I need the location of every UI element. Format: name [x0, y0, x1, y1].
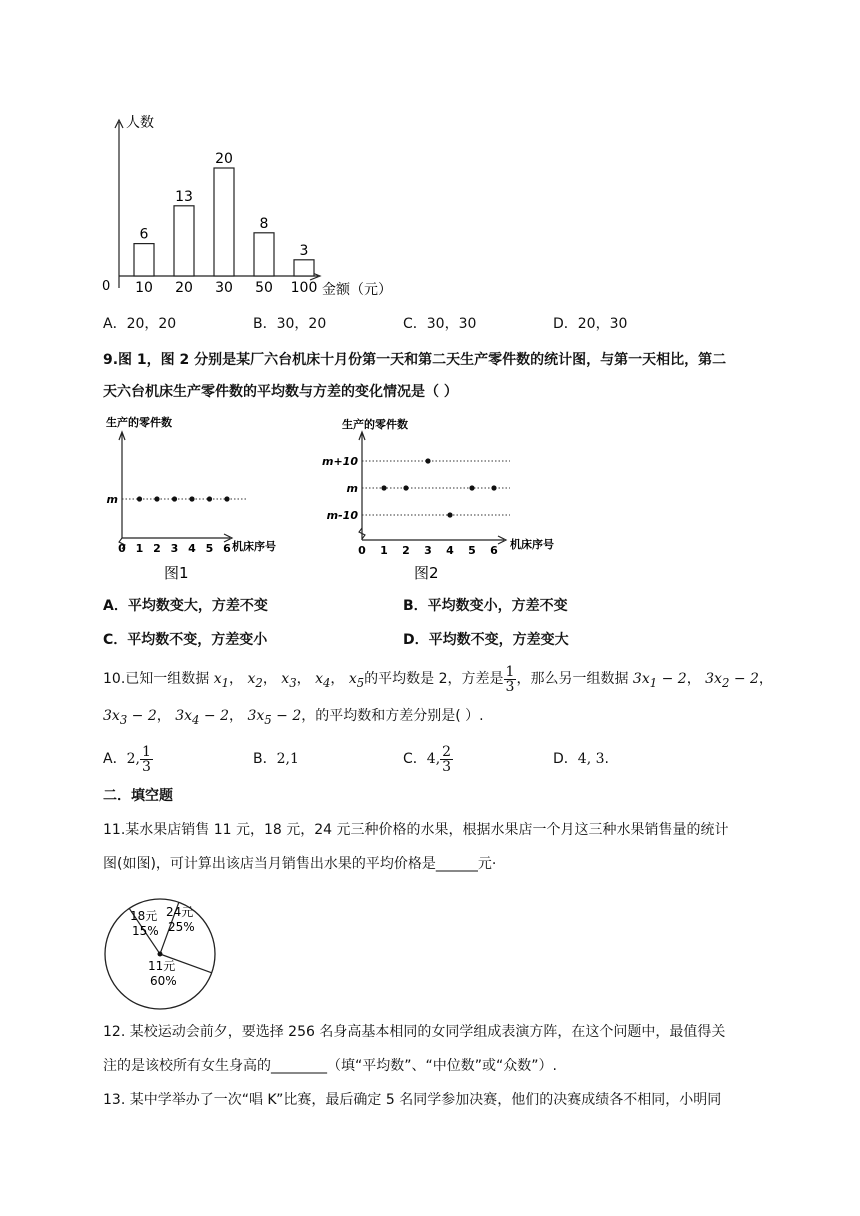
bar-value-label: 13 — [175, 188, 193, 205]
q10-option-b[interactable] — [253, 744, 299, 774]
var-x3: $x_3$ — [281, 671, 297, 690]
option-letter: B． — [403, 598, 428, 614]
x-tick-label: 2 — [402, 544, 410, 557]
q8-option-b[interactable]: B．30，20 — [253, 316, 327, 332]
x-tick-label: 2 — [153, 542, 161, 555]
x-tick-label: 1 — [135, 542, 144, 555]
q9-stem-line1: 9.图 1，图 2 分别是某厂六台机床十月份第一天和第二天生产零件数的统计图，与第一天相比，第二 — [103, 352, 727, 368]
x-tick-label: 6 — [490, 544, 498, 557]
option-letter: C． — [403, 751, 427, 767]
y-axis-label: 人数 — [126, 115, 154, 131]
bar-value-label: 3 — [299, 242, 309, 259]
data-point — [207, 496, 212, 501]
x-tick-label: 6 — [223, 542, 231, 555]
q9-stem-line2: 天六台机床生产零件数的平均数与方差的变化情况是（ ） — [103, 384, 458, 400]
x-tick-label: 5 — [205, 542, 214, 555]
option-letter: D． — [403, 632, 429, 648]
q12-line2: 注的是该校所有女生身高的________（填“平均数”、“中位数”或“众数”）. — [103, 1058, 557, 1074]
x-tick-label: 50 — [255, 280, 273, 296]
option-letter: B． — [253, 751, 277, 767]
bar-value-label: 8 — [259, 215, 269, 232]
data-point — [224, 496, 229, 501]
fig2-x-label: 机床序号 — [510, 538, 554, 551]
q10-tail2: ，的平均数和方差分别是( ）. — [301, 708, 484, 724]
q9-figure-2 — [320, 412, 580, 592]
bar — [254, 233, 274, 276]
frac-den: 3 — [442, 758, 452, 775]
slice-label: 11元 — [148, 959, 176, 973]
x-tick-label: 100 — [290, 280, 318, 296]
x-tick-label: 5 — [468, 544, 476, 557]
q8-option-a[interactable]: A．20，20 — [103, 316, 177, 332]
option-value: 4, 3 — [577, 751, 605, 767]
fig2-caption: 图2 — [414, 564, 439, 582]
y-tick-label: m+10 — [322, 455, 358, 468]
y-tick-label: m — [106, 493, 118, 506]
q10-stem-line1: 10.已知一组数据 $x_1$， $x_2$， $x_3$， $x_4$， $x_5$的平均数是 2，方差是 $\frac{1}{3}$ ，那么另一组数据 $3x_1 - 2$， $3x_2 - 2$， — [103, 663, 773, 695]
q10-stem-line2: $3x_3 - 2$， $3x_4 - 2$， $3x_5 - 2$，的平均数和方差分别是( ）. — [103, 708, 484, 727]
frac-num: 1 — [505, 663, 515, 680]
option-text: 平均数不变，方差变小 — [127, 632, 268, 648]
frac-den: 3 — [505, 678, 515, 695]
q8-bar-chart — [96, 108, 406, 300]
data-point — [491, 485, 496, 490]
data-point — [447, 512, 452, 517]
q8-option-d[interactable]: D．20，30 — [553, 316, 628, 332]
x-tick-label: 1 — [380, 544, 388, 557]
q11-line1: 11.某水果店销售 11 元，18 元，24 元三种价格的水果，根据水果店一个月这三种水果销售量的统计 — [103, 822, 729, 838]
frac-num: 1 — [141, 743, 151, 760]
q9-option-d[interactable] — [403, 630, 569, 650]
bar-value-label: 6 — [139, 226, 149, 243]
slice-percent: 25% — [168, 920, 195, 934]
origin-label: 0 — [102, 279, 111, 294]
option-letter: C． — [103, 632, 128, 648]
x-tick-label: 0 — [358, 544, 366, 557]
option-text: 平均数变小，方差不变 — [427, 598, 568, 614]
data-point — [425, 458, 430, 463]
variance-fraction — [504, 665, 517, 694]
option-letter: A． — [103, 598, 128, 614]
option-letter: A． — [103, 751, 127, 767]
expr-5: $3x_5 - 2$ — [247, 708, 302, 727]
slice-label: 24元 — [166, 905, 194, 919]
q13-line1: 13. 某中学举办了一次“唱 K”比赛，最后确定 5 名同学参加决赛，他们的决赛成绩各不相同，小明同 — [103, 1092, 722, 1108]
data-point — [469, 485, 474, 490]
var-x4: $x_4$ — [315, 671, 331, 690]
option-fraction — [440, 745, 453, 774]
q8-option-c[interactable]: C．30，30 — [403, 316, 477, 332]
section-title: 二．填空题 — [103, 788, 173, 804]
slice-percent: 15% — [132, 924, 159, 938]
bar-value-label: 20 — [215, 151, 233, 167]
q12-line1: 12. 某校运动会前夕，要选择 256 名身高基本相同的女同学组成表演方阵，在这个问题中，最值得关 — [103, 1024, 726, 1040]
x-axis-label: 金额（元） — [322, 282, 392, 298]
q10-prefix: 10.已知一组数据 — [103, 671, 210, 687]
x-tick-label: 4 — [188, 542, 196, 555]
data-point — [381, 485, 386, 490]
var-x1: $x_1$ — [213, 671, 230, 690]
x-tick-label: 3 — [170, 542, 179, 555]
option-fraction — [140, 745, 153, 774]
q10-tail1: ，那么另一组数据 — [516, 671, 629, 687]
q10-mid: 的平均数是 2，方差是 — [364, 671, 504, 687]
var-x2: $x_2$ — [247, 671, 263, 690]
x-tick-label: 4 — [446, 544, 454, 557]
option-letter: D． — [553, 751, 578, 767]
q9-figure-1 — [100, 410, 310, 590]
var-x5: $x_5$ — [348, 671, 365, 690]
data-point — [172, 496, 177, 501]
expr-4: $3x_4 - 2$ — [175, 708, 230, 727]
expr-2: $3x_2 - 2$ — [705, 671, 759, 690]
q11-pie-chart — [100, 894, 224, 1018]
fig1-x-label: 机床序号 — [232, 540, 276, 553]
x-tick-label: 0 — [118, 542, 126, 555]
option-suffix: . — [604, 751, 609, 767]
x-tick-label: 10 — [135, 280, 153, 296]
data-point — [137, 496, 142, 501]
expr-1: $3x_1 - 2$ — [632, 671, 687, 690]
slice-label: 18元 — [130, 909, 158, 923]
q11-line2: 图(如图)，可计算出该店当月销售出水果的平均价格是______元· — [103, 856, 497, 872]
expr-3: $3x_3 - 2$ — [103, 708, 157, 727]
data-point — [189, 496, 194, 501]
y-tick-label: m-10 — [326, 509, 358, 522]
fig1-caption: 图1 — [164, 564, 189, 582]
x-tick-label: 30 — [215, 280, 233, 296]
pie-center — [158, 952, 163, 957]
bar — [174, 206, 194, 276]
option-value: 4, — [426, 751, 441, 767]
x-tick-label: 20 — [175, 280, 193, 296]
data-point — [154, 496, 159, 501]
q10-option-c[interactable] — [403, 744, 453, 774]
q9-option-a[interactable] — [103, 596, 268, 616]
slice-percent: 60% — [150, 974, 177, 988]
bar — [214, 168, 234, 276]
fig2-title: 生产的零件数 — [342, 418, 408, 431]
bar — [134, 244, 154, 276]
q9-option-b[interactable] — [403, 596, 568, 616]
fig1-title: 生产的零件数 — [106, 416, 172, 429]
q9-option-c[interactable] — [103, 630, 267, 650]
option-text: 平均数不变，方差变大 — [428, 632, 569, 648]
frac-num: 2 — [442, 743, 452, 760]
data-point — [403, 485, 408, 490]
option-value: 2,1 — [276, 751, 299, 767]
bar — [294, 260, 314, 276]
frac-den: 3 — [141, 758, 151, 775]
y-tick-label: m — [346, 482, 358, 495]
q10-option-a[interactable] — [103, 744, 153, 774]
q10-option-d[interactable] — [553, 744, 609, 774]
option-value: 2, — [126, 751, 140, 767]
x-tick-label: 3 — [424, 544, 432, 557]
option-text: 平均数变大，方差不变 — [127, 598, 268, 614]
